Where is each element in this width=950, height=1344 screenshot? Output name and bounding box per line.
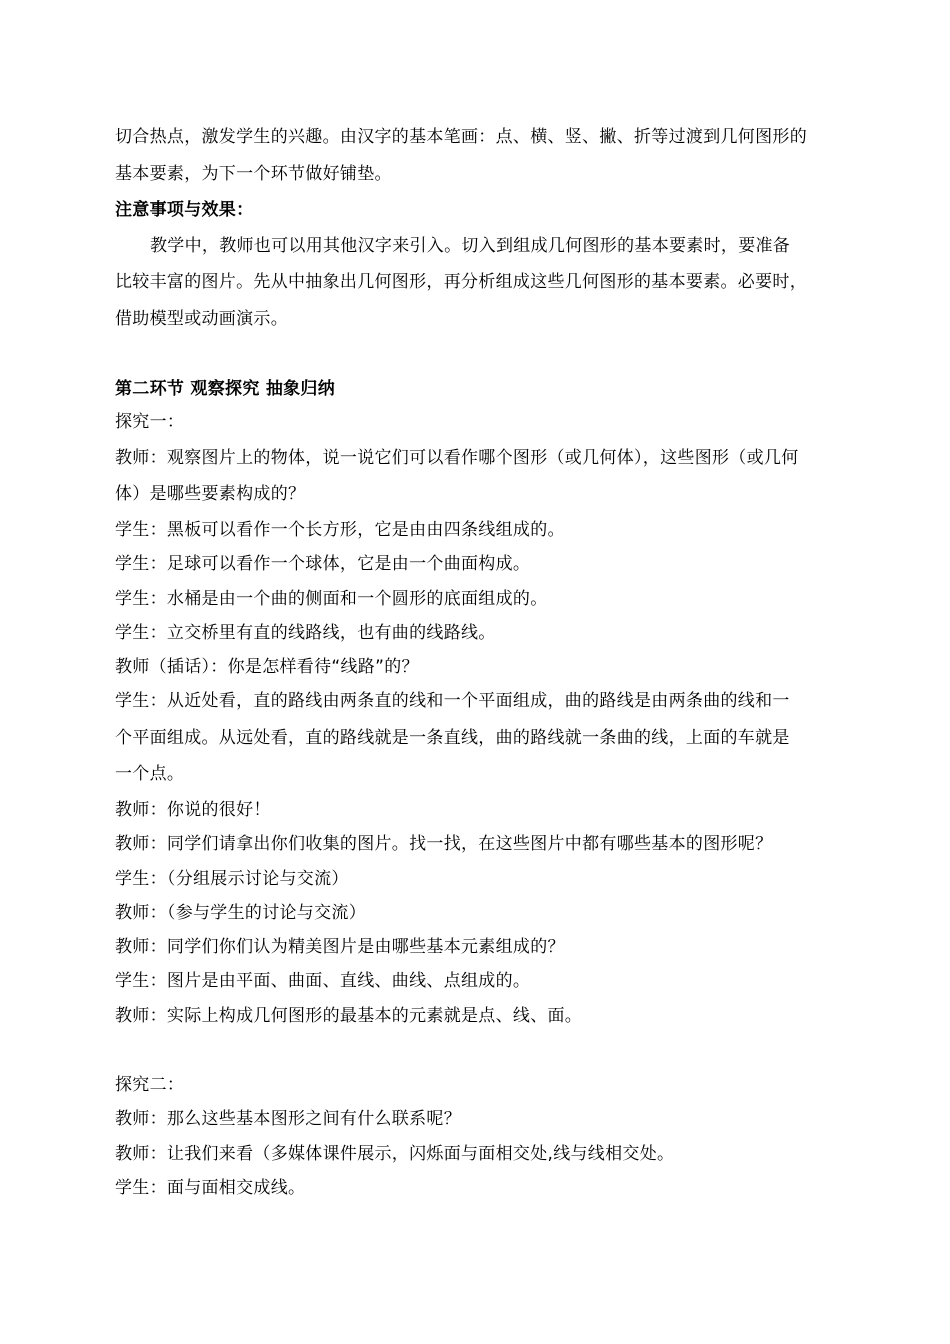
paragraph-line: 教师：你说的很好！ [115, 800, 271, 820]
paragraph-line: 学生：（分组展示讨论与交流） [115, 869, 349, 889]
paragraph-line: 比较丰富的图片。先从中抽象出几何图形，再分析组成这些几何图形的基本要素。必要时， [115, 272, 807, 292]
paragraph-line: 学生：足球可以看作一个球体，它是由一个曲面构成。 [115, 554, 531, 574]
paragraph-line: 探究二： [115, 1075, 185, 1095]
paragraph-line: 个平面组成。从远处看，直的路线就是一条直线，曲的路线就一条曲的线，上面的车就是 [115, 728, 790, 748]
paragraph-line: 教师：同学们请拿出你们收集的图片。找一找，在这些图片中都有哪些基本的图形呢？ [115, 834, 773, 854]
paragraph-line: 一个点。 [115, 764, 185, 784]
section-heading: 注意事项与效果： [115, 200, 254, 220]
paragraph-line: 教师：（参与学生的讨论与交流） [115, 903, 366, 923]
paragraph-line: 学生：黑板可以看作一个长方形，它是由由四条线组成的。 [115, 520, 565, 540]
paragraph-line: 教师：观察图片上的物体，说一说它们可以看作哪个图形（或几何体），这些图形（或几何 [115, 448, 799, 468]
paragraph-line: 教学中，教师也可以用其他汉字来引入。切入到组成几何图形的基本要素时，要准备 [150, 236, 791, 256]
paragraph-line: 借助模型或动画演示。 [115, 309, 288, 329]
paragraph-line: 教师：那么这些基本图形之间有什么联系呢？ [115, 1109, 461, 1129]
section-heading: 第二环节 观察探究 抽象归纳 [115, 379, 336, 399]
paragraph-line: 教师：同学们你们认为精美图片是由哪些基本元素组成的？ [115, 937, 565, 957]
paragraph-line: 学生：水桶是由一个曲的侧面和一个圆形的底面组成的。 [115, 589, 548, 609]
paragraph-line: 学生：面与面相交成线。 [115, 1178, 306, 1198]
paragraph-line: 学生：从近处看，直的路线由两条直的线和一个平面组成，曲的路线是由两条曲的线和一 [115, 691, 790, 711]
paragraph-line: 基本要素，为下一个环节做好铺垫。 [115, 164, 392, 184]
paragraph-line: 学生：立交桥里有直的线路线，也有曲的线路线。 [115, 623, 496, 643]
paragraph-line: 探究一： [115, 412, 185, 432]
paragraph-line: 教师：让我们来看（多媒体课件展示，闪烁面与面相交处,线与线相交处。 [115, 1144, 675, 1164]
paragraph-line: 体）是哪些要素构成的？ [115, 484, 306, 504]
paragraph-line: 教师（插话）：你是怎样看待“线路”的？ [115, 657, 419, 677]
paragraph-line: 切合热点，激发学生的兴趣。由汉字的基本笔画：点、横、竖、撇、折等过渡到几何图形的 [115, 127, 807, 147]
paragraph-line: 教师：实际上构成几何图形的最基本的元素就是点、线、面。 [115, 1006, 583, 1026]
paragraph-line: 学生：图片是由平面、曲面、直线、曲线、点组成的。 [115, 971, 531, 991]
